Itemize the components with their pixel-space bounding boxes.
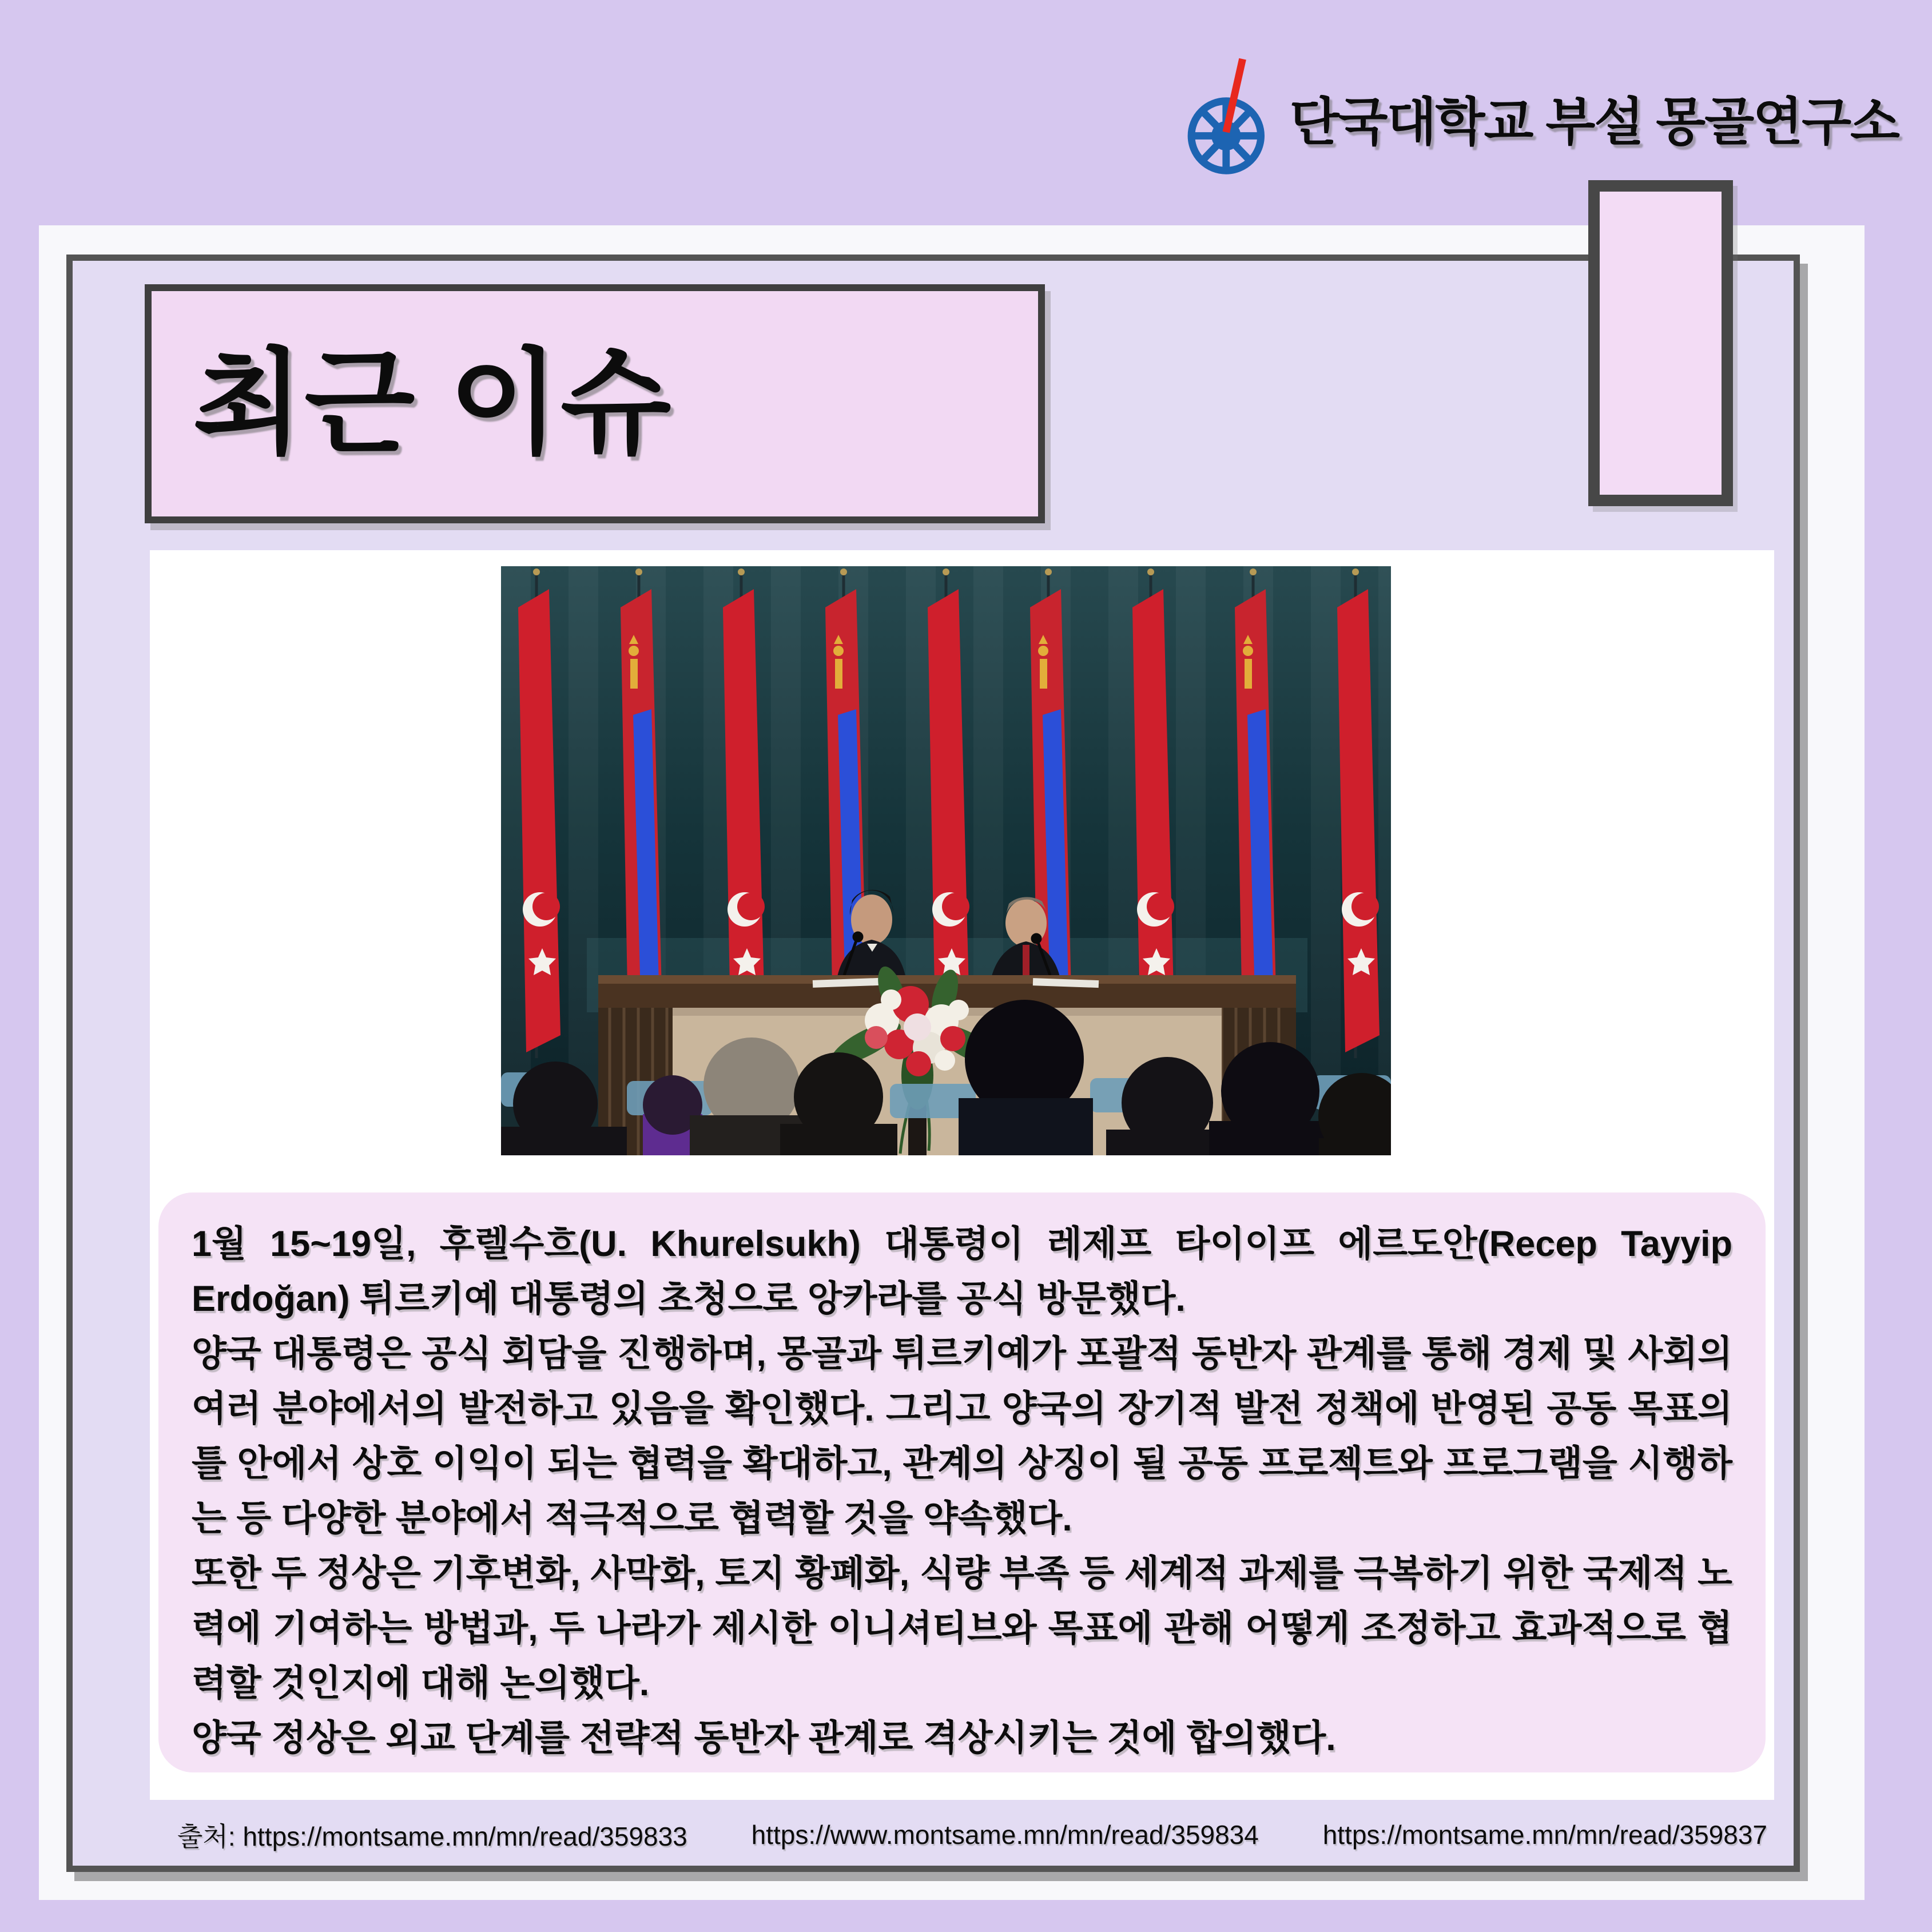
source-item bbox=[177, 1816, 687, 1854]
compass-wheel-icon bbox=[1182, 50, 1274, 185]
article-paragraph: 양국 정상은 외교 단계를 전략적 동반자 관계로 격상시키는 것에 합의했다. bbox=[192, 1718, 1336, 1758]
source-label: 출처: bbox=[177, 1822, 243, 1851]
article-text-box bbox=[158, 1192, 1766, 1772]
article-paragraph: 1월 15~19일, 후렐수흐(U. Khurelsukh) 대통령이 레제프 타이이프 에르도안(Recep Tayyip Erdoğan) 튀르키예 대통령의 초청으로 앙카라를 공식 방문했다. bbox=[192, 1224, 1732, 1319]
source-url-1: https://montsame.mn/mn/read/359833 bbox=[243, 1822, 687, 1851]
article-paragraph: 양국 대통령은 공식 회담을 진행하며, 몽골과 튀르키예가 포괄적 동반자 관계를 통해 경제 및 사회의 여러 분야에서의 발전하고 있음을 확인했다. 그리고 양국의 장기적 발전 정책에 반영된 공동 목표의 틀 안에서 상호 이익이 되는 협력을 확대하고, 관계의 상징이 될 공동 프로젝트와 프로그램을 시행하는 등 다양한 분야에서 적극적으로 협력할 것을 약속했다. bbox=[192, 1334, 1732, 1539]
decorative-tab bbox=[1588, 180, 1733, 506]
press-conference-photo bbox=[501, 566, 1391, 1155]
source-url-3: https://montsame.mn/mn/read/359837 bbox=[1322, 1820, 1767, 1850]
article-paragraph: 또한 두 정상은 기후변화, 사막화, 토지 황폐화, 식량 부족 등 세계적 과제를 극복하기 위한 국제적 노력에 기여하는 방법과, 두 나라가 제시한 이니셔티브와 목표에 관해 어떻게 조정하고 효과적으로 협력할 것인지에 대해 논의했다. bbox=[192, 1553, 1732, 1703]
sources-row bbox=[177, 1806, 1767, 1863]
source-url-2: https://www.montsame.mn/mn/read/359834 bbox=[751, 1820, 1259, 1850]
page-title: 최근 이슈 bbox=[193, 340, 673, 467]
title-box bbox=[145, 284, 1045, 523]
institute-header bbox=[1182, 46, 1899, 189]
institute-name: 단국대학교 부설 몽골연구소 bbox=[1289, 94, 1899, 151]
